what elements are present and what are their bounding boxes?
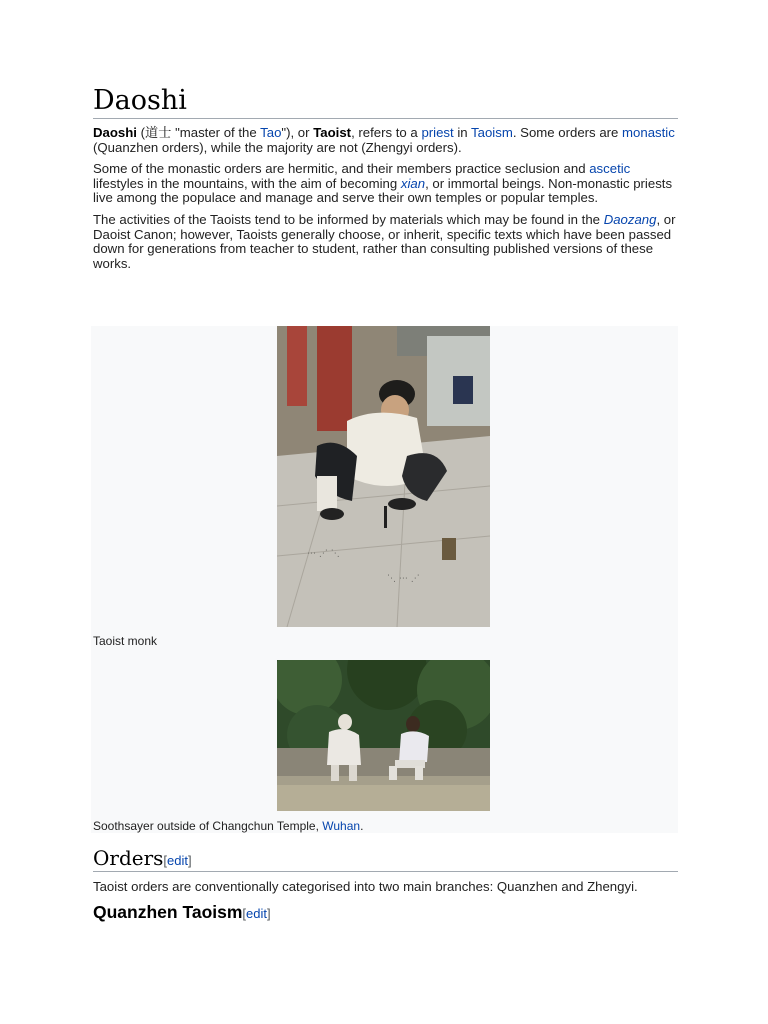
taoist-monk-photo[interactable] xyxy=(277,326,490,627)
link-wuhan[interactable]: Wuhan xyxy=(322,819,361,833)
figure-caption-2: Soothsayer outside of Changchun Temple, Wuhan. xyxy=(93,819,364,833)
section-heading-quanzhen xyxy=(93,900,271,926)
edit-link-quanzhen[interactable]: edit xyxy=(246,906,268,921)
link-ascetic[interactable]: ascetic xyxy=(589,161,631,177)
soothsayer-image xyxy=(277,660,490,811)
intro-paragraph: Daoshi (道士 "master of the Tao"), or Taoist, refers to a priest in Taoism. Some orders are monastic (Quanzhen orders), while the majority are not (Zhengyi orders). xyxy=(93,125,675,155)
figure-caption-1: Taoist monk xyxy=(93,634,158,648)
activities-paragraph: The activities of the Taoists tend to be informed by materials which may be found in the Daozang, or Daoist Canon; however, Taoists generally choose, or inherit, specific texts which have been passed down for generations from teacher to student, rather than consulting published versions of these works. xyxy=(93,211,676,271)
orders-paragraph: Taoist orders are conventionally categorised into two main branches: Quanzhen and Zhengyi. xyxy=(93,879,638,894)
section-heading-orders xyxy=(93,845,678,872)
link-priest[interactable]: priest xyxy=(421,125,454,140)
term-taoist: Taoist xyxy=(313,125,352,140)
link-monastic[interactable]: monastic xyxy=(622,125,675,140)
hanzi-text: 道士 xyxy=(145,125,172,140)
link-taoism[interactable]: Taoism xyxy=(471,125,513,140)
term-daoshi: Daoshi xyxy=(93,125,137,140)
svg-text:⋱ ⋯ ⋰: ⋱ ⋯ ⋰ xyxy=(387,574,420,584)
edit-section-orders: [edit] xyxy=(163,853,192,868)
hermit-paragraph: Some of the monastic orders are hermitic, and their members practice seclusion and ascetic lifestyles in the mountains, with the aim of becoming xian, or immortal beings. Non-monastic priests live among the populace and manage and serve their own temples or popular temples. xyxy=(93,161,673,206)
edit-link-orders[interactable]: edit xyxy=(167,853,189,868)
edit-section-quanzhen: [edit] xyxy=(242,906,271,921)
link-tao[interactable]: Tao xyxy=(260,125,282,140)
soothsayer-photo[interactable] xyxy=(277,660,490,811)
svg-text:⋯ ⋰ ⋱: ⋯ ⋰ ⋱ xyxy=(307,549,340,559)
link-daozang[interactable]: Daozang xyxy=(603,211,657,227)
link-xian[interactable]: xian xyxy=(400,175,426,191)
taoist-monk-image xyxy=(277,326,490,627)
section-title-orders: Orders xyxy=(93,846,164,870)
section-title-quanzhen: Quanzhen Taoism xyxy=(93,902,243,922)
page-title: Daoshi xyxy=(93,84,678,119)
article-body xyxy=(93,84,678,271)
